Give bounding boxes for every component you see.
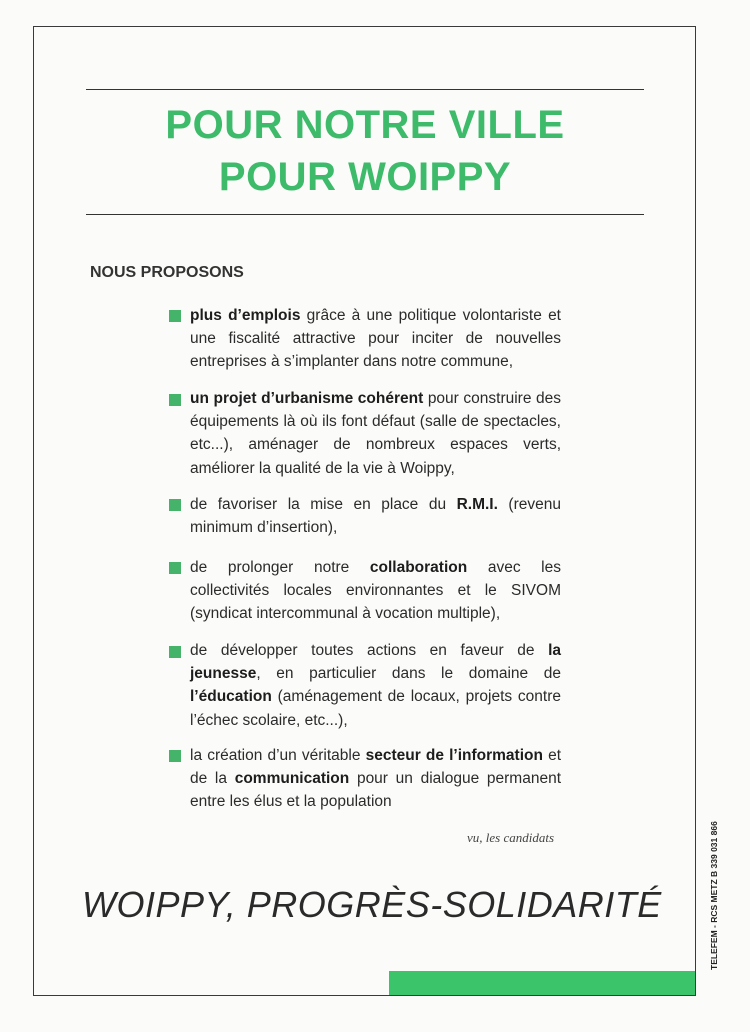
- green-square-bullet-icon: [169, 394, 181, 406]
- list-item-bold: communication: [234, 770, 350, 788]
- green-square-bullet-icon: [169, 562, 181, 574]
- list-item-lead: de prolonger notre: [190, 559, 370, 576]
- list-item-text: [190, 493, 561, 539]
- title-line-2: POUR WOIPPY: [218, 155, 512, 199]
- green-square-bullet-icon: [169, 646, 181, 658]
- list-item-bold: R.M.I.: [456, 496, 498, 513]
- printer-imprint-text: TELEFEM - RCS METZ B 339 031 866: [709, 821, 719, 970]
- list-item-lead: la création d’un véritable: [190, 747, 366, 764]
- list-item-text: [190, 556, 561, 626]
- list-item-bold: plus d’emplois: [190, 307, 301, 324]
- bottom-rule: [86, 214, 644, 215]
- list-item-bold: l’éducation: [190, 688, 272, 706]
- list-item-bold: la jeunesse: [190, 642, 561, 683]
- list-item-body: pour un dialogue permanent entre les élus et la population: [190, 770, 562, 811]
- green-square-bullet-icon: [169, 499, 181, 511]
- list-item-body: (revenu minimum d’insertion),: [190, 496, 561, 537]
- list-item-body: grâce à une politique volontariste et une fiscalité attractive pour inciter de nouvelles entreprises à s’implanter dans notre commune,: [190, 307, 561, 371]
- list-item-text: [190, 304, 561, 374]
- list-item-bold: collaboration: [369, 559, 468, 576]
- title-line-1: POUR NOTRE VILLE: [165, 103, 565, 147]
- slogan: WOIPPY, PROGRÈS-SOLIDARITÉ: [82, 884, 662, 925]
- green-square-bullet-icon: [169, 750, 181, 762]
- list-item-text: [190, 387, 561, 480]
- list-item-bold: secteur de l’information: [365, 747, 543, 764]
- list-item-body: (aménagement de locaux, projets contre l’échec scolaire, etc...),: [190, 688, 561, 729]
- list-item-lead: de favoriser la mise en place du: [190, 496, 457, 513]
- list-item-lead: de développer toutes actions en faveur de: [190, 642, 549, 659]
- list-item-bold: un projet d’urbanisme cohérent: [190, 390, 424, 407]
- list-item-text: [190, 744, 561, 814]
- list-item-mid: et de la: [190, 747, 562, 788]
- section-heading: NOUS PROPOSONS: [90, 264, 244, 281]
- green-square-bullet-icon: [169, 310, 181, 322]
- printer-imprint: [709, 821, 723, 970]
- top-rule: [86, 89, 644, 90]
- green-accent-bar: [389, 971, 695, 995]
- list-item-text: [190, 639, 561, 732]
- candidates-signature: vu, les candidats: [466, 830, 554, 845]
- list-item-body: avec les collectivités locales environnantes et le SIVOM (syndicat intercommunal à vocation multiple),: [190, 559, 561, 623]
- list-item-mid: , en particulier dans le domaine de: [256, 665, 561, 683]
- list-item-body: pour construire des équipements là où ils font défaut (salle de spectacles, etc...), aménager de nombreux espaces verts, améliorer la qualité de la vie à Woippy,: [190, 390, 561, 477]
